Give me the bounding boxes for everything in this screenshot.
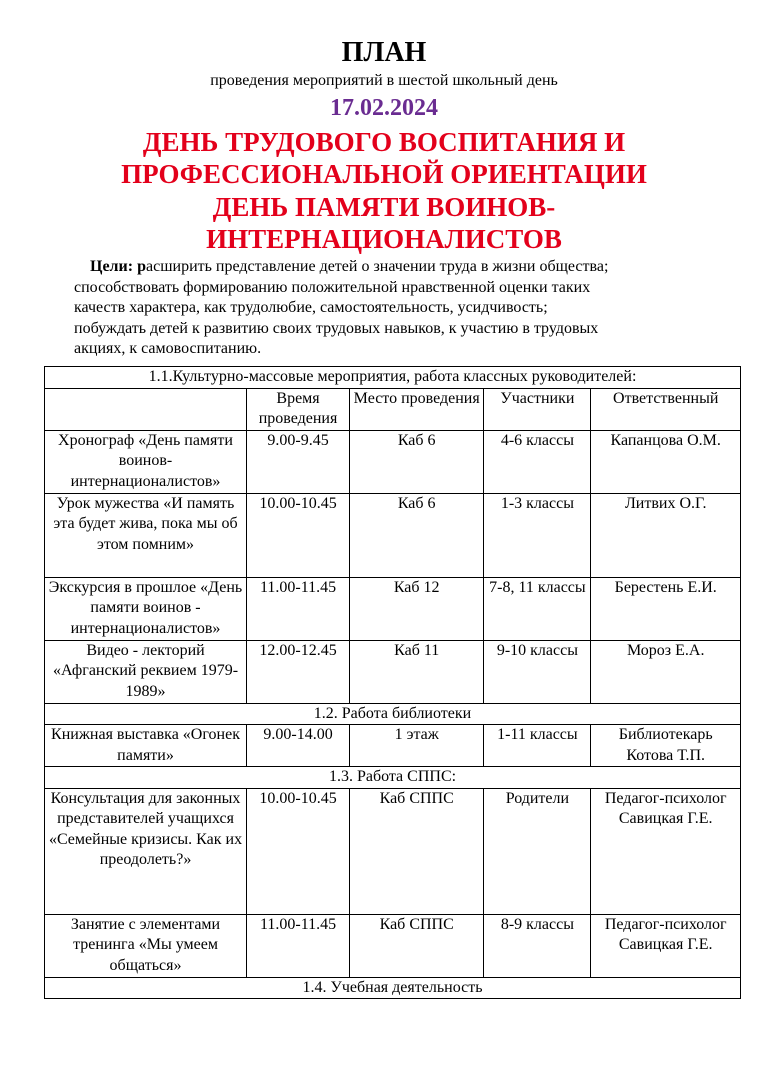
cell-responsible: Библиотекарь Котова Т.П.	[591, 725, 741, 767]
cell-responsible: Педагог-психолог Савицкая Г.Е.	[591, 788, 741, 914]
cell-participants: 4-6 классы	[484, 430, 591, 493]
cell-time: 10.00-10.45	[247, 788, 350, 914]
goals-line-1	[74, 257, 734, 278]
cell-event: Книжная выставка «Огонек памяти»	[45, 725, 247, 767]
table-header-row	[45, 388, 741, 430]
table-row	[45, 493, 741, 577]
section-title: 1.3. Работа СППС:	[45, 767, 741, 789]
table-row	[45, 577, 741, 640]
goals-line-2: способствовать формированию положительной нравственной оценки таких	[74, 278, 591, 296]
cell-event: Экскурсия в прошлое «День памяти воинов - интернационалистов»	[45, 577, 247, 640]
goals-lead-letter: р	[133, 258, 146, 275]
section-title: 1.1.Культурно-массовые мероприятия, работа классных руководителей:	[45, 367, 741, 389]
cell-place: Каб СППС	[350, 788, 484, 914]
cell-event: Хронограф «День памяти воинов-интернационалистов»	[45, 430, 247, 493]
cell-time: 12.00-12.45	[247, 640, 350, 703]
goals-paragraph	[74, 257, 734, 360]
section-row	[45, 767, 741, 789]
header-participants: Участники	[484, 388, 591, 430]
section-title: 1.4. Учебная деятельность	[45, 977, 741, 999]
cell-place: Каб 12	[350, 577, 484, 640]
cell-place: Каб 6	[350, 493, 484, 577]
plan-subtitle: проведения мероприятий в шестой школьный день	[210, 72, 558, 89]
cell-time: 10.00-10.45	[247, 493, 350, 577]
cell-time: 9.00-14.00	[247, 725, 350, 767]
header-event	[45, 388, 247, 430]
cell-participants: 1-11 классы	[484, 725, 591, 767]
plan-date: 17.02.2024	[330, 95, 438, 121]
cell-responsible: Капанцова О.М.	[591, 430, 741, 493]
cell-responsible: Литвих О.Г.	[591, 493, 741, 577]
cell-event: Занятие с элементами тренинга «Мы умеем общаться»	[45, 914, 247, 977]
cell-participants: 7-8, 11 классы	[484, 577, 591, 640]
cell-participants: 9-10 классы	[484, 640, 591, 703]
cell-responsible: Мороз Е.А.	[591, 640, 741, 703]
cell-time: 11.00-11.45	[247, 914, 350, 977]
plan-title: ПЛАН	[341, 37, 427, 68]
headline-line-2: ПРОФЕССИОНАЛЬНОЙ ОРИЕНТАЦИИ	[121, 159, 647, 189]
headline-line-3: ДЕНЬ ПАМЯТИ ВОИНОВ-	[212, 192, 556, 222]
section-row	[45, 703, 741, 725]
cell-participants: 8-9 классы	[484, 914, 591, 977]
goals-line-4: побуждать детей к развитию своих трудовых навыков, к участию в трудовых	[74, 319, 599, 337]
goals-label: Цели:	[90, 258, 134, 275]
cell-responsible: Берестень Е.И.	[591, 577, 741, 640]
table-row	[45, 788, 741, 914]
cell-participants: Родители	[484, 788, 591, 914]
cell-event: Консультация для законных представителей учащихся «Семейные кризисы. Как их преодолеть?»	[45, 788, 247, 914]
header-place: Место проведения	[350, 388, 484, 430]
goals-text: асширить представление детей о значении труда в жизни общества;	[145, 258, 609, 275]
cell-place: Каб 11	[350, 640, 484, 703]
table-row	[45, 725, 741, 767]
goals-line-3: качеств характера, как трудолюбие, самостоятельность, усидчивость;	[74, 299, 548, 316]
cell-participants: 1-3 классы	[484, 493, 591, 577]
headline-line-4: ИНТЕРНАЦИОНАЛИСТОВ	[206, 224, 562, 254]
table-row	[45, 430, 741, 493]
cell-time: 11.00-11.45	[247, 577, 350, 640]
headline-line-1: ДЕНЬ ТРУДОВОГО ВОСПИТАНИЯ И	[142, 127, 626, 157]
section-row	[45, 367, 741, 389]
cell-responsible: Педагог-психолог Савицкая Г.Е.	[591, 914, 741, 977]
cell-place: 1 этаж	[350, 725, 484, 767]
cell-place: Каб 6	[350, 430, 484, 493]
section-row	[45, 977, 741, 999]
events-table	[44, 366, 741, 999]
cell-event: Видео - лекторий «Афганский реквием 1979-1989»	[45, 640, 247, 703]
goals-line-5: акциях, к самовоспитанию.	[74, 340, 262, 357]
cell-event: Урок мужества «И память эта будет жива, пока мы об этом помним»	[45, 493, 247, 577]
header-responsible: Ответственный	[591, 388, 741, 430]
table-row	[45, 914, 741, 977]
cell-time: 9.00-9.45	[247, 430, 350, 493]
cell-place: Каб СППС	[350, 914, 484, 977]
table-row	[45, 640, 741, 703]
header-time: Время проведения	[247, 388, 350, 430]
section-title: 1.2. Работа библиотеки	[45, 703, 741, 725]
